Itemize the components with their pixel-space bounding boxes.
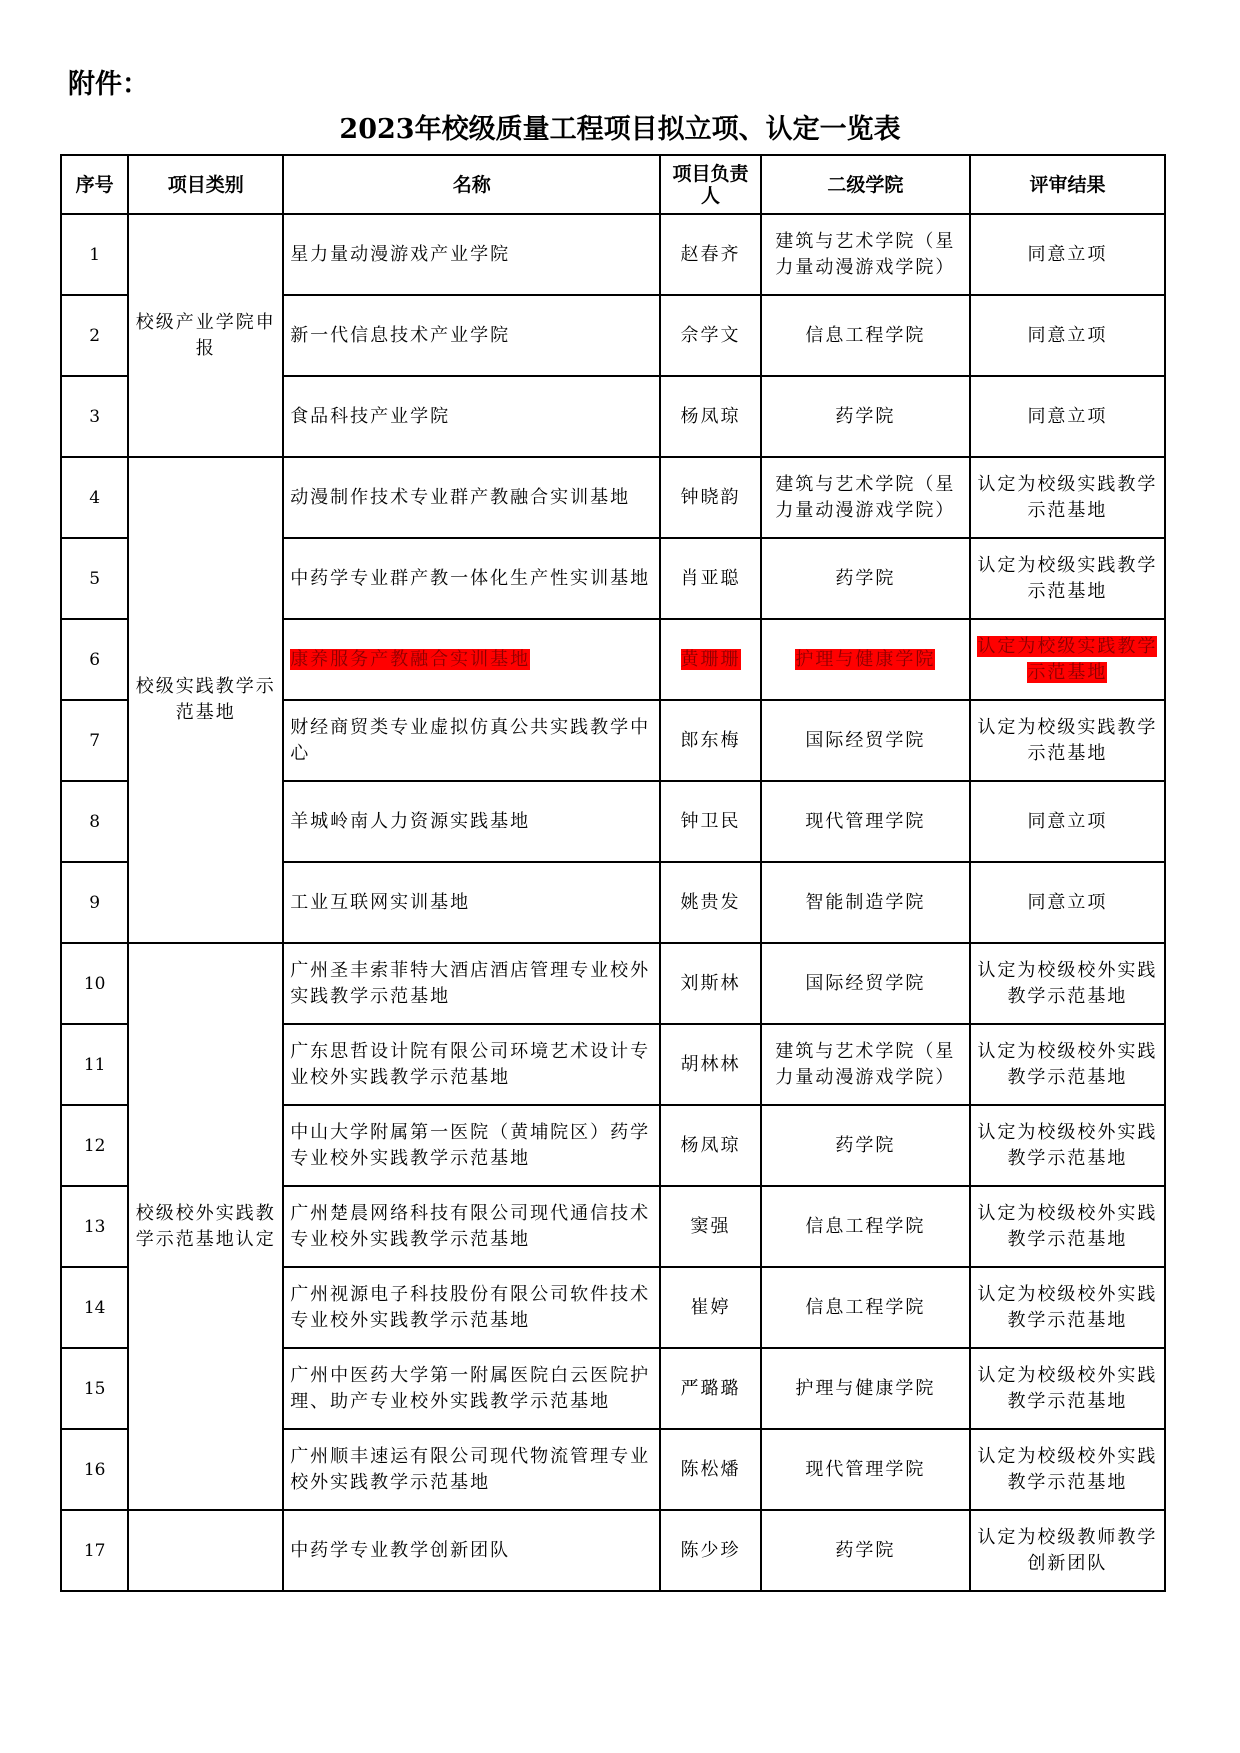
row-number: 17 [61,1510,128,1591]
review-result: 认定为校级校外实践教学示范基地 [970,1186,1165,1267]
project-name: 中药学专业群产教一体化生产性实训基地 [283,538,660,619]
table-row [61,457,1165,538]
row-number: 9 [61,862,128,943]
row-number: 15 [61,1348,128,1429]
project-leader: 杨凤琼 [660,1105,761,1186]
project-leader: 杨凤琼 [660,376,761,457]
row-number: 16 [61,1429,128,1510]
project-name: 动漫制作技术专业群产教融合实训基地 [283,457,660,538]
review-result-highlight: 认定为校级实践教学示范基地 [977,635,1158,683]
review-result: 认定为校级实践教学示范基地 [970,700,1165,781]
table-row [61,943,1165,1024]
project-name: 工业互联网实训基地 [283,862,660,943]
project-leader: 陈松燔 [660,1429,761,1510]
review-result: 认定为校级实践教学示范基地 [970,457,1165,538]
row-number: 8 [61,781,128,862]
project-name: 食品科技产业学院 [283,376,660,457]
row-number: 10 [61,943,128,1024]
project-leader: 肖亚聪 [660,538,761,619]
college-name: 信息工程学院 [761,1267,970,1348]
row-number: 11 [61,1024,128,1105]
project-leader: 崔婷 [660,1267,761,1348]
college-name: 信息工程学院 [761,1186,970,1267]
category-cell: 校级实践教学示范基地 [128,457,283,943]
project-name-highlight: 康养服务产教融合实训基地 [290,648,531,670]
category-cell: 校级校外实践教学示范基地认定 [128,943,283,1510]
category-cell: 校级产业学院申报 [128,214,283,457]
project-name: 广州圣丰索菲特大酒店酒店管理专业校外实践教学示范基地 [283,943,660,1024]
project-leader: 陈少珍 [660,1510,761,1591]
project-leader: 严璐璐 [660,1348,761,1429]
row-number: 13 [61,1186,128,1267]
row-number: 4 [61,457,128,538]
row-number: 12 [61,1105,128,1186]
project-leader: 窦强 [660,1186,761,1267]
row-number: 3 [61,376,128,457]
college-name: 护理与健康学院 [761,1348,970,1429]
project-leader: 赵春齐 [660,214,761,295]
review-result: 认定为校级实践教学示范基地 [970,538,1165,619]
review-result: 认定为校级校外实践教学示范基地 [970,1105,1165,1186]
college-name: 国际经贸学院 [761,943,970,1024]
header-result: 评审结果 [970,155,1165,214]
project-name: 广州中医药大学第一附属医院白云医院护理、助产专业校外实践教学示范基地 [283,1348,660,1429]
project-name: 广州视源电子科技股份有限公司软件技术专业校外实践教学示范基地 [283,1267,660,1348]
row-number: 1 [61,214,128,295]
college-name: 现代管理学院 [761,781,970,862]
review-result: 认定为校级校外实践教学示范基地 [970,1024,1165,1105]
review-result: 同意立项 [970,376,1165,457]
college-name: 药学院 [761,376,970,457]
college-name: 建筑与艺术学院（星力量动漫游戏学院） [761,214,970,295]
college-name: 药学院 [761,538,970,619]
project-name: 羊城岭南人力资源实践基地 [283,781,660,862]
project-leader: 佘学文 [660,295,761,376]
review-result [970,619,1165,700]
row-number: 5 [61,538,128,619]
attachment-label: 附件： [68,69,149,100]
document-title: 2023年校级质量工程项目拟立项、认定一览表 [339,114,901,145]
college-name [761,619,970,700]
header-leader: 项目负责人 [660,155,761,214]
project-leader [660,619,761,700]
project-table [60,154,1166,1592]
project-name: 星力量动漫游戏产业学院 [283,214,660,295]
review-result: 同意立项 [970,295,1165,376]
review-result: 认定为校级校外实践教学示范基地 [970,1348,1165,1429]
category-cell [128,1510,283,1591]
college-name: 国际经贸学院 [761,700,970,781]
project-name: 广州顺丰速运有限公司现代物流管理专业校外实践教学示范基地 [283,1429,660,1510]
review-result: 认定为校级校外实践教学示范基地 [970,1429,1165,1510]
project-leader: 胡林林 [660,1024,761,1105]
college-name: 建筑与艺术学院（星力量动漫游戏学院） [761,457,970,538]
project-leader: 姚贵发 [660,862,761,943]
review-result: 认定为校级校外实践教学示范基地 [970,943,1165,1024]
college-name-highlight: 护理与健康学院 [795,648,936,670]
row-number: 14 [61,1267,128,1348]
row-number: 6 [61,619,128,700]
project-name: 新一代信息技术产业学院 [283,295,660,376]
college-name: 现代管理学院 [761,1429,970,1510]
project-name: 中药学专业教学创新团队 [283,1510,660,1591]
row-number: 7 [61,700,128,781]
table-row [61,1510,1165,1591]
header-college: 二级学院 [761,155,970,214]
college-name: 信息工程学院 [761,295,970,376]
project-leader: 钟卫民 [660,781,761,862]
project-leader: 郎东梅 [660,700,761,781]
college-name: 建筑与艺术学院（星力量动漫游戏学院） [761,1024,970,1105]
project-name: 广东思哲设计院有限公司环境艺术设计专业校外实践教学示范基地 [283,1024,660,1105]
table-header-row [61,155,1165,214]
header-seq: 序号 [61,155,128,214]
college-name: 药学院 [761,1510,970,1591]
review-result: 认定为校级教师教学创新团队 [970,1510,1165,1591]
project-name: 财经商贸类专业虚拟仿真公共实践教学中心 [283,700,660,781]
review-result: 同意立项 [970,781,1165,862]
project-leader: 刘斯林 [660,943,761,1024]
project-leader: 钟晓韵 [660,457,761,538]
review-result: 认定为校级校外实践教学示范基地 [970,1267,1165,1348]
project-name: 广州楚晨网络科技有限公司现代通信技术专业校外实践教学示范基地 [283,1186,660,1267]
header-name: 名称 [283,155,660,214]
project-name: 中山大学附属第一医院（黄埔院区）药学专业校外实践教学示范基地 [283,1105,660,1186]
college-name: 智能制造学院 [761,862,970,943]
row-number: 2 [61,295,128,376]
project-name [283,619,660,700]
college-name: 药学院 [761,1105,970,1186]
project-leader-highlight: 黄珊珊 [680,648,741,670]
review-result: 同意立项 [970,862,1165,943]
review-result: 同意立项 [970,214,1165,295]
header-category: 项目类别 [128,155,283,214]
table-row [61,214,1165,295]
